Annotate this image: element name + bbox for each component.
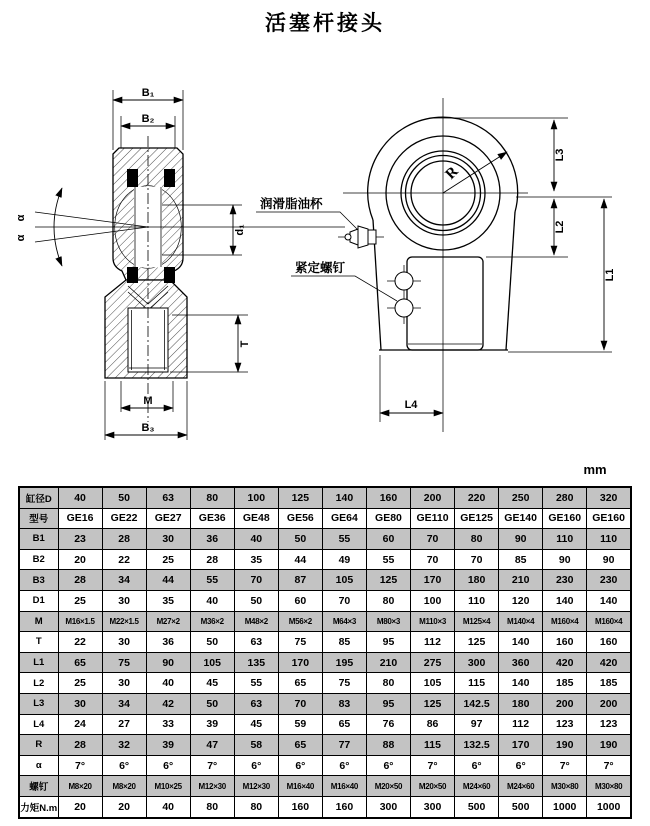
table-cell: GE22 — [102, 508, 146, 529]
table-cell: M30×80 — [587, 776, 631, 797]
table-cell: 25 — [146, 549, 190, 570]
table-cell: M8×20 — [102, 776, 146, 797]
table-cell: GE80 — [366, 508, 410, 529]
table-cell: 142.5 — [455, 693, 499, 714]
set-screws — [387, 265, 421, 324]
table-cell: 230 — [543, 570, 587, 591]
row-label: B3 — [19, 570, 58, 591]
table-cell: GE27 — [146, 508, 190, 529]
table-cell: 30 — [146, 529, 190, 550]
table-cell: 59 — [278, 714, 322, 735]
row-label: α — [19, 755, 58, 776]
table-cell: 7° — [58, 755, 102, 776]
table-cell: 35 — [146, 590, 190, 611]
table-cell: GE56 — [278, 508, 322, 529]
table-cell: 7° — [587, 755, 631, 776]
table-cell: 40 — [146, 673, 190, 694]
table-cell: 80 — [234, 796, 278, 817]
table-cell: M64×3 — [322, 611, 366, 632]
table-cell: 115 — [411, 735, 455, 756]
table-row — [19, 549, 631, 570]
table-cell: 90 — [499, 529, 543, 550]
table-cell: 200 — [543, 693, 587, 714]
table-cell: 32 — [102, 735, 146, 756]
row-label: T — [19, 632, 58, 653]
table-cell: 210 — [499, 570, 543, 591]
table-cell: M20×50 — [411, 776, 455, 797]
table-cell: 140 — [499, 673, 543, 694]
table-cell: 70 — [278, 693, 322, 714]
table-cell: GE64 — [322, 508, 366, 529]
table-cell: GE140 — [499, 508, 543, 529]
table-cell: 125 — [366, 570, 410, 591]
table-cell: 6° — [455, 755, 499, 776]
dim-label-l1: L1 — [604, 268, 616, 282]
mounting-slot — [407, 257, 483, 350]
table-cell: 190 — [543, 735, 587, 756]
table-row — [19, 652, 631, 673]
table-cell: M24×60 — [455, 776, 499, 797]
table-cell: 39 — [146, 735, 190, 756]
table-cell: 70 — [411, 529, 455, 550]
table-cell: 75 — [278, 632, 322, 653]
table-cell: M30×80 — [543, 776, 587, 797]
table-cell: 132.5 — [455, 735, 499, 756]
table-cell: 160 — [322, 796, 366, 817]
table-cell: M36×2 — [190, 611, 234, 632]
dim-label-b2: B₂ — [141, 113, 155, 125]
table-cell: 280 — [543, 487, 587, 508]
table-cell: 90 — [543, 549, 587, 570]
table-row — [19, 632, 631, 653]
table-cell: 20 — [58, 796, 102, 817]
grease-cup-label: 润滑脂油杯 — [260, 197, 323, 211]
table-cell: 110 — [543, 529, 587, 550]
table-cell: 22 — [58, 632, 102, 653]
table-cell: 6° — [102, 755, 146, 776]
table-cell: 6° — [278, 755, 322, 776]
table-cell: 50 — [278, 529, 322, 550]
table-cell: 20 — [102, 796, 146, 817]
dimension-m — [121, 381, 173, 412]
row-label: 力矩N.m — [19, 796, 58, 817]
table-cell: 6° — [146, 755, 190, 776]
table-cell: 49 — [322, 549, 366, 570]
table-cell: 123 — [587, 714, 631, 735]
table-cell: 200 — [587, 693, 631, 714]
dim-label-r: R — [442, 163, 462, 183]
table-cell: 42 — [146, 693, 190, 714]
dim-label-l4: L4 — [404, 399, 418, 411]
table-cell: 80 — [366, 673, 410, 694]
table-row — [19, 776, 631, 797]
table-cell: 34 — [102, 570, 146, 591]
table-cell: 55 — [234, 673, 278, 694]
row-label: 缸径D — [19, 487, 58, 508]
table-cell: 50 — [190, 693, 234, 714]
table-cell: 6° — [234, 755, 278, 776]
table-cell: 123 — [543, 714, 587, 735]
table-cell: 25 — [58, 673, 102, 694]
table-cell: M20×50 — [366, 776, 410, 797]
unit-label: mm — [583, 462, 607, 477]
table-cell: M12×30 — [190, 776, 234, 797]
grease-fitting — [338, 226, 384, 248]
dim-label-b3: B₃ — [141, 422, 155, 434]
table-cell: 40 — [190, 590, 234, 611]
table-row — [19, 735, 631, 756]
table-row — [19, 714, 631, 735]
table-cell: 87 — [278, 570, 322, 591]
table-cell: 75 — [322, 673, 366, 694]
table-cell: GE110 — [411, 508, 455, 529]
table-cell: 125 — [411, 693, 455, 714]
dim-label-d1: d₁ — [234, 224, 246, 236]
table-cell: 30 — [102, 590, 146, 611]
table-cell: 7° — [411, 755, 455, 776]
table-cell: 115 — [455, 673, 499, 694]
table-cell: M160×4 — [543, 611, 587, 632]
seal-top-right — [164, 169, 175, 187]
table-cell: M16×40 — [278, 776, 322, 797]
table-cell: 36 — [190, 529, 234, 550]
table-cell: 80 — [366, 590, 410, 611]
table-cell: 180 — [499, 693, 543, 714]
table-cell: 320 — [587, 487, 631, 508]
table-cell: GE125 — [455, 508, 499, 529]
table-cell: 112 — [499, 714, 543, 735]
table-cell: 75 — [102, 652, 146, 673]
page-title: 活塞杆接头 — [265, 12, 385, 35]
table-cell: 7° — [543, 755, 587, 776]
table-cell: 105 — [190, 652, 234, 673]
row-label: 型号 — [19, 508, 58, 529]
table-cell: 140 — [587, 590, 631, 611]
dim-label-m: M — [143, 395, 153, 407]
table-cell: M80×3 — [366, 611, 410, 632]
table-cell: 20 — [58, 549, 102, 570]
dim-label-l3: L3 — [554, 148, 566, 162]
table-cell: M8×20 — [58, 776, 102, 797]
alpha-label-upper: α — [15, 214, 27, 222]
table-cell: M125×4 — [455, 611, 499, 632]
table-cell: GE36 — [190, 508, 234, 529]
table-cell: 55 — [322, 529, 366, 550]
table-cell: 45 — [234, 714, 278, 735]
set-screw-label: 紧定螺钉 — [295, 261, 346, 275]
table-cell: 60 — [278, 590, 322, 611]
table-row — [19, 755, 631, 776]
table-cell: 34 — [102, 693, 146, 714]
table-cell: 28 — [190, 549, 234, 570]
set-screw-callout — [291, 260, 397, 301]
table-cell: M16×1.5 — [58, 611, 102, 632]
row-label: B1 — [19, 529, 58, 550]
table-row — [19, 693, 631, 714]
table-cell: 160 — [587, 632, 631, 653]
table-cell: 110 — [455, 590, 499, 611]
table-cell: 140 — [543, 590, 587, 611]
spec-table — [18, 486, 632, 819]
table-cell: 77 — [322, 735, 366, 756]
row-label: M — [19, 611, 58, 632]
table-row — [19, 487, 631, 508]
table-cell: 58 — [234, 735, 278, 756]
table-cell: 44 — [146, 570, 190, 591]
table-cell: 83 — [322, 693, 366, 714]
table-cell: 55 — [366, 549, 410, 570]
table-row — [19, 796, 631, 817]
table-cell: M24×60 — [499, 776, 543, 797]
seal-bottom-left — [127, 267, 138, 283]
table-cell: GE160 — [543, 508, 587, 529]
table-cell: GE160 — [587, 508, 631, 529]
alpha-label-lower: α — [15, 234, 27, 242]
table-cell: 70 — [455, 549, 499, 570]
table-cell: 420 — [587, 652, 631, 673]
spec-table-body — [19, 487, 631, 818]
table-cell: 125 — [455, 632, 499, 653]
table-cell: 86 — [411, 714, 455, 735]
table-cell: 170 — [278, 652, 322, 673]
table-cell: 70 — [411, 549, 455, 570]
table-cell: 300 — [411, 796, 455, 817]
table-cell: 80 — [190, 487, 234, 508]
table-cell: 33 — [146, 714, 190, 735]
table-cell: 35 — [234, 549, 278, 570]
table-cell: 65 — [278, 735, 322, 756]
table-cell: 250 — [499, 487, 543, 508]
table-cell: 90 — [587, 549, 631, 570]
table-cell: M48×2 — [234, 611, 278, 632]
table-cell: 28 — [58, 735, 102, 756]
table-cell: M160×4 — [587, 611, 631, 632]
row-label: D1 — [19, 590, 58, 611]
table-cell: 160 — [278, 796, 322, 817]
table-cell: 135 — [234, 652, 278, 673]
table-cell: 88 — [366, 735, 410, 756]
table-row — [19, 570, 631, 591]
table-cell: M27×2 — [146, 611, 190, 632]
table-cell: 24 — [58, 714, 102, 735]
table-cell: 105 — [411, 673, 455, 694]
table-cell: 110 — [587, 529, 631, 550]
table-cell: 30 — [102, 673, 146, 694]
table-cell: 6° — [322, 755, 366, 776]
table-cell: 95 — [366, 693, 410, 714]
table-cell: M22×1.5 — [102, 611, 146, 632]
table-cell: 300 — [455, 652, 499, 673]
table-row — [19, 590, 631, 611]
table-cell: 6° — [499, 755, 543, 776]
table-cell: 70 — [234, 570, 278, 591]
table-cell: 230 — [587, 570, 631, 591]
dimension-b3 — [105, 381, 187, 440]
table-cell: 140 — [499, 632, 543, 653]
table-cell: M140×4 — [499, 611, 543, 632]
row-label: L3 — [19, 693, 58, 714]
table-cell: 50 — [190, 632, 234, 653]
table-cell: 105 — [322, 570, 366, 591]
table-cell: 300 — [366, 796, 410, 817]
table-cell: 40 — [146, 796, 190, 817]
table-cell: 7° — [190, 755, 234, 776]
table-cell: M12×30 — [234, 776, 278, 797]
table-cell: 30 — [102, 632, 146, 653]
table-cell: 70 — [322, 590, 366, 611]
row-label: L4 — [19, 714, 58, 735]
seal-top-left — [127, 169, 138, 187]
table-cell: 185 — [543, 673, 587, 694]
dimension-l4 — [380, 355, 443, 422]
table-cell: 360 — [499, 652, 543, 673]
table-row — [19, 673, 631, 694]
table-cell: 85 — [499, 549, 543, 570]
table-cell: 44 — [278, 549, 322, 570]
table-cell: 36 — [146, 632, 190, 653]
table-cell: 40 — [234, 529, 278, 550]
dim-label-l2: L2 — [554, 220, 566, 234]
table-cell: 55 — [190, 570, 234, 591]
table-cell: 6° — [366, 755, 410, 776]
table-cell: 100 — [234, 487, 278, 508]
table-cell: 25 — [58, 590, 102, 611]
table-cell: 170 — [499, 735, 543, 756]
table-cell: GE16 — [58, 508, 102, 529]
table-cell: 140 — [322, 487, 366, 508]
table-cell: 160 — [366, 487, 410, 508]
table-cell: 1000 — [543, 796, 587, 817]
table-cell: 210 — [366, 652, 410, 673]
table-cell: 27 — [102, 714, 146, 735]
technical-drawings — [0, 60, 650, 460]
table-cell: 63 — [234, 632, 278, 653]
table-cell: 28 — [58, 570, 102, 591]
table-cell: 60 — [366, 529, 410, 550]
table-cell: 112 — [411, 632, 455, 653]
row-label: L1 — [19, 652, 58, 673]
table-cell: 80 — [190, 796, 234, 817]
table-cell: 23 — [58, 529, 102, 550]
dim-label-b1: B₁ — [141, 87, 155, 99]
table-cell: 80 — [455, 529, 499, 550]
table-cell: 63 — [234, 693, 278, 714]
table-cell: 90 — [146, 652, 190, 673]
row-label: B2 — [19, 549, 58, 570]
table-cell: GE48 — [234, 508, 278, 529]
table-cell: 275 — [411, 652, 455, 673]
table-cell: 170 — [411, 570, 455, 591]
right-side-view — [256, 98, 616, 432]
table-cell: 39 — [190, 714, 234, 735]
table-cell: 65 — [58, 652, 102, 673]
table-cell: 95 — [366, 632, 410, 653]
table-cell: 125 — [278, 487, 322, 508]
table-cell: 28 — [102, 529, 146, 550]
table-cell: 45 — [190, 673, 234, 694]
table-cell: 200 — [411, 487, 455, 508]
table-cell: 500 — [499, 796, 543, 817]
seal-bottom-right — [164, 267, 175, 283]
table-cell: 76 — [366, 714, 410, 735]
table-cell: M10×25 — [146, 776, 190, 797]
table-row — [19, 508, 631, 529]
table-cell: 185 — [587, 673, 631, 694]
table-cell: 50 — [234, 590, 278, 611]
table-cell: 65 — [322, 714, 366, 735]
table-cell: 97 — [455, 714, 499, 735]
table-cell: M56×2 — [278, 611, 322, 632]
table-cell: 220 — [455, 487, 499, 508]
table-cell: 85 — [322, 632, 366, 653]
table-cell: 420 — [543, 652, 587, 673]
table-cell: 22 — [102, 549, 146, 570]
table-cell: 30 — [58, 693, 102, 714]
table-cell: 63 — [146, 487, 190, 508]
table-cell: M110×3 — [411, 611, 455, 632]
table-cell: 190 — [587, 735, 631, 756]
table-row — [19, 611, 631, 632]
table-cell: 195 — [322, 652, 366, 673]
dim-label-t: T — [239, 340, 251, 348]
table-cell: 1000 — [587, 796, 631, 817]
row-label: 螺钉 — [19, 776, 58, 797]
table-cell: 47 — [190, 735, 234, 756]
table-cell: M16×40 — [322, 776, 366, 797]
table-row — [19, 529, 631, 550]
row-label: R — [19, 735, 58, 756]
table-cell: 40 — [58, 487, 102, 508]
table-cell: 65 — [278, 673, 322, 694]
table-cell: 160 — [543, 632, 587, 653]
table-cell: 50 — [102, 487, 146, 508]
row-label: L2 — [19, 673, 58, 694]
grease-cup-callout — [256, 196, 358, 230]
table-cell: 100 — [411, 590, 455, 611]
table-cell: 180 — [455, 570, 499, 591]
table-cell: 120 — [499, 590, 543, 611]
table-cell: 500 — [455, 796, 499, 817]
